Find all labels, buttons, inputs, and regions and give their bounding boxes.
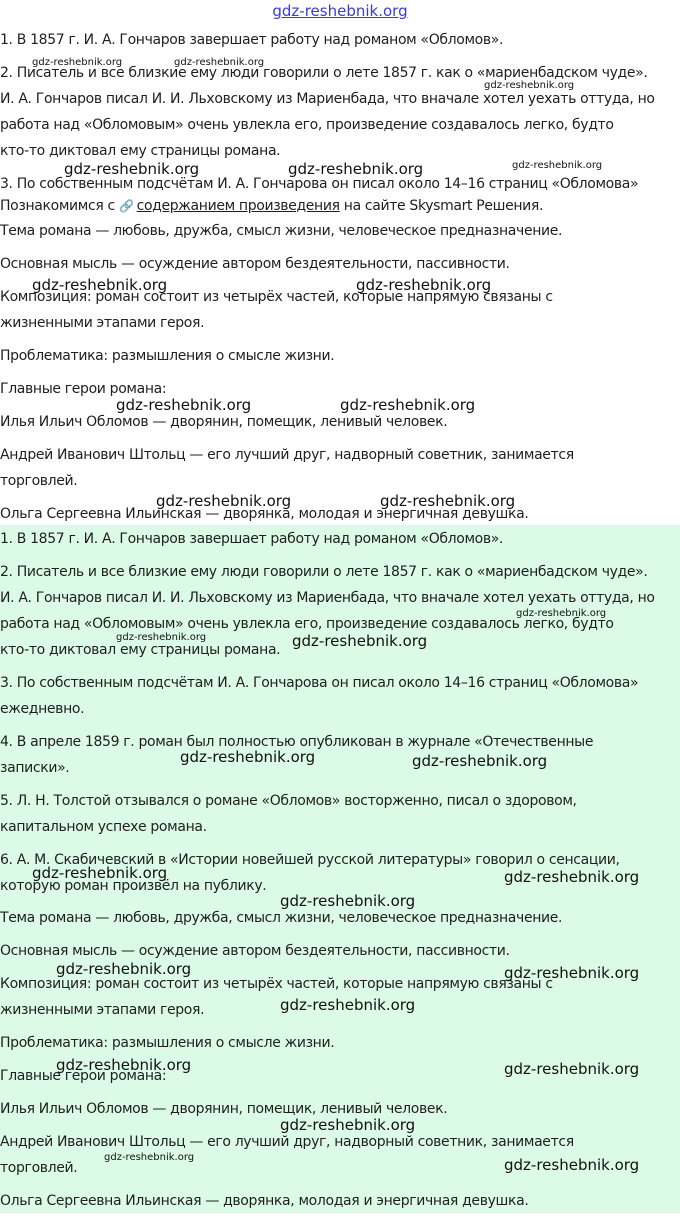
watermark: gdz-reshebnik.org <box>104 1152 195 1163</box>
s2-line-12: 6. А. М. Скабичевский в «Истории новейшей русской литературы» говорил о сенсации, <box>0 852 620 868</box>
s2-line-1: 1. В 1857 г. И. А. Гончаров завершает работу над романом «Обломов». <box>0 531 504 547</box>
content-link[interactable]: содержанием произведения <box>136 198 340 214</box>
watermark: gdz-reshebnik.org <box>504 964 640 982</box>
s1-main-idea: Основная мысль — осуждение автором бездеятельности, пассивности. <box>0 256 510 272</box>
s2-hero-olga: Ольга Сергеевна Ильинская — дворянка, молодая и энергичная девушка. <box>0 1193 529 1209</box>
site-header-link[interactable]: gdz-reshebnik.org <box>272 2 408 20</box>
watermark: gdz-reshebnik.org <box>504 1060 640 1078</box>
watermark: gdz-reshebnik.org <box>504 1156 640 1174</box>
s1-hero-olga: Ольга Сергеевна Ильинская — дворянка, молодая и энергичная девушка. <box>0 506 529 522</box>
intro-after-text: на сайте Skysmart Решения. <box>343 198 544 214</box>
s1-composition-1: Композиция: роман состоит из четырёх частей, которые напрямую связаны с <box>0 289 553 305</box>
s1-line-1: 1. В 1857 г. И. А. Гончаров завершает работу над романом «Обломов». <box>0 32 504 48</box>
watermark: gdz-reshebnik.org <box>174 57 265 68</box>
s2-line-4: работа над «Обломовым» очень увлекла его, произведение создавалось легко, будто <box>0 616 614 632</box>
watermark: gdz-reshebnik.org <box>116 396 252 414</box>
s1-line-2: 2. Писатель и все близкие ему люди говорили о лете 1857 г. как о «мариенбадском чуде». <box>0 65 648 81</box>
s2-line-3: И. А. Гончаров писал И. И. Льховскому из Мариенбада, что вначале хотел уехать оттуда, но <box>0 590 655 606</box>
s1-line-3: И. А. Гончаров писал И. И. Льховскому из Мариенбада, что вначале хотел уехать оттуда, но <box>0 91 655 107</box>
s2-heroes-heading: Главные герои романа: <box>0 1068 167 1084</box>
s2-line-7: ежедневно. <box>0 701 85 717</box>
s1-line-6: 3. По собственным подсчётам И. А. Гончарова он писал около 14–16 страниц «Обломова» <box>0 176 639 192</box>
watermark: gdz-reshebnik.org <box>484 80 575 91</box>
watermark: gdz-reshebnik.org <box>64 160 200 178</box>
s2-line-10: 5. Л. Н. Толстой отзывался о романе «Обломов» восторженно, писал о здоровом, <box>0 793 577 809</box>
s2-line-11: капитальном успехе романа. <box>0 819 207 835</box>
s1-theme: Тема романа — любовь, дружба, смысл жизни, человеческое предназначение. <box>0 223 563 239</box>
s2-problems: Проблематика: размышления о смысле жизни. <box>0 1035 335 1051</box>
watermark: gdz-reshebnik.org <box>32 276 168 294</box>
s2-line-13: которую роман произвёл на публику. <box>0 878 267 894</box>
watermark: gdz-reshebnik.org <box>280 1116 416 1134</box>
watermark: gdz-reshebnik.org <box>412 752 548 770</box>
watermark: gdz-reshebnik.org <box>32 864 168 882</box>
s1-composition-2: жизненными этапами героя. <box>0 315 205 331</box>
s2-line-6: 3. По собственным подсчётам И. А. Гончарова он писал около 14–16 страниц «Обломова» <box>0 675 639 691</box>
s1-hero-stolz-2: торговлей. <box>0 473 78 489</box>
watermark: gdz-reshebnik.org <box>512 160 603 171</box>
s1-line-4: работа над «Обломовым» очень увлекла его, произведение создавалось легко, будто <box>0 117 614 133</box>
s1-heroes-heading: Главные герои романа: <box>0 381 167 397</box>
watermark: gdz-reshebnik.org <box>356 276 492 294</box>
watermark: gdz-reshebnik.org <box>32 57 123 68</box>
s2-line-2: 2. Писатель и все близкие ему люди говорили о лете 1857 г. как о «мариенбадском чуде». <box>0 564 648 580</box>
s1-problems: Проблематика: размышления о смысле жизни. <box>0 348 335 364</box>
watermark: gdz-reshebnik.org <box>156 492 292 510</box>
watermark: gdz-reshebnik.org <box>56 1056 192 1074</box>
watermark: gdz-reshebnik.org <box>504 868 640 886</box>
watermark: gdz-reshebnik.org <box>288 160 424 178</box>
s1-hero-oblomov: Илья Ильич Обломов — дворянин, помещик, ленивый человек. <box>0 414 448 430</box>
link-icon: 🔗 <box>119 199 134 213</box>
s1-line-5: кто-то диктовал ему страницы романа. <box>0 143 281 159</box>
watermark: gdz-reshebnik.org <box>116 632 207 643</box>
s1-hero-stolz-1: Андрей Иванович Штольц — его лучший друг, надворный советник, занимается <box>0 447 574 463</box>
watermark: gdz-reshebnik.org <box>180 748 316 766</box>
s2-hero-stolz-2: торговлей. <box>0 1160 78 1176</box>
s1-intro-line <box>0 193 680 219</box>
watermark: gdz-reshebnik.org <box>380 492 516 510</box>
s2-theme: Тема романа — любовь, дружба, смысл жизни, человеческое предназначение. <box>0 910 563 926</box>
s2-line-8: 4. В апреле 1859 г. роман был полностью опубликован в журнале «Отечественные <box>0 734 594 750</box>
s2-hero-oblomov: Илья Ильич Обломов — дворянин, помещик, ленивый человек. <box>0 1101 448 1117</box>
s2-composition-2: жизненными этапами героя. <box>0 1002 205 1018</box>
watermark: gdz-reshebnik.org <box>56 960 192 978</box>
intro-before-text: Познакомимся с <box>0 198 115 214</box>
s2-hero-stolz-1: Андрей Иванович Штольц — его лучший друг, надворный советник, занимается <box>0 1134 574 1150</box>
s2-line-9: записки». <box>0 760 70 776</box>
watermark: gdz-reshebnik.org <box>516 608 607 619</box>
s2-main-idea: Основная мысль — осуждение автором бездеятельности, пассивности. <box>0 943 510 959</box>
s2-line-5: кто-то диктовал ему страницы романа. <box>0 642 281 658</box>
s2-composition-1: Композиция: роман состоит из четырёх частей, которые напрямую связаны с <box>0 976 553 992</box>
watermark: gdz-reshebnik.org <box>340 396 476 414</box>
watermark: gdz-reshebnik.org <box>292 632 428 650</box>
watermark: gdz-reshebnik.org <box>280 892 416 910</box>
watermark: gdz-reshebnik.org <box>280 996 416 1014</box>
